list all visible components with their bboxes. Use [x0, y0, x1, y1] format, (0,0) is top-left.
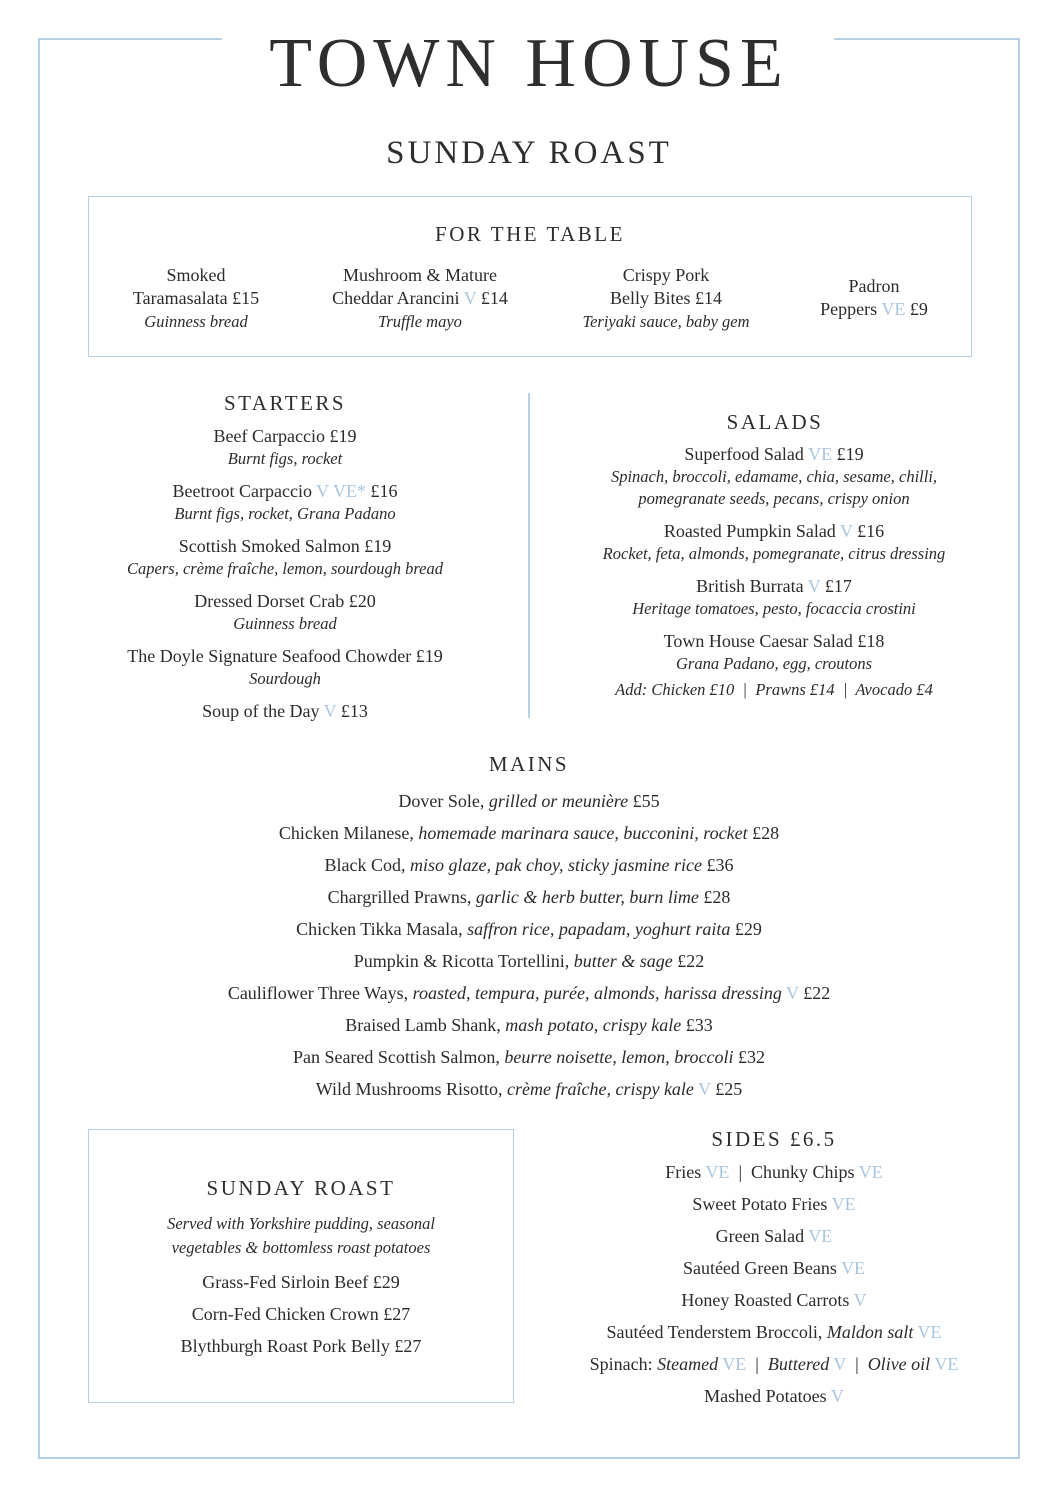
salad-caesar: Town House Caesar Salad £18	[663, 631, 885, 651]
main-item: Chicken Milanese, homemade marinara sauce, bucconini, rocket £28	[278, 823, 780, 843]
diet-tag: V	[807, 576, 821, 596]
starter-soup-of-the-day: Soup of the Day V £13	[202, 701, 368, 721]
diet-tag: V	[839, 521, 853, 541]
salad-superfood: Superfood Salad VE £19	[684, 444, 864, 464]
salads-list: Superfood Salad VE £19 Spinach, broccoli, edamame, chia, sesame, chilli, pomegranate seeds, pecans, crispy onion Roasted Pumpkin Salad V £16 Rocket, feta, almonds, pomegranate, citrus dressing British Burrata V £17 Heritage tomatoes, pesto, focaccia crostini Town House Caesar Salad £18 Grana Padano, egg, croutons Add: Chicken £10 | Prawns £14 | Avocado £4	[548, 442, 1000, 701]
side-item: Green Salad VE	[715, 1226, 833, 1246]
main-item: Pan Seared Scottish Salmon, beurre noisette, lemon, broccoli £32	[292, 1047, 766, 1067]
diet-tag: V VE*	[316, 481, 366, 501]
sunday-roast-list: Served with Yorkshire pudding, seasonal vegetables & bottomless roast potatoes Grass-Fed Sirloin Beef £29 Corn-Fed Chicken Crown £27 Blythburgh Roast Pork Belly £27	[88, 1212, 514, 1362]
main-item: Chicken Tikka Masala, saffron rice, papadam, yoghurt raita £29	[296, 919, 762, 939]
side-item: Sweet Potato Fries VE	[692, 1194, 856, 1214]
diet-tag: V	[463, 288, 477, 308]
starter-dorset-crab: Dressed Dorset Crab £20	[194, 591, 376, 611]
starter-seafood-chowder: The Doyle Signature Seafood Chowder £19	[127, 646, 443, 666]
salad-add-ons: Add: Chicken £10 | Prawns £14 | Avocado £4	[615, 680, 933, 699]
column-divider	[528, 393, 530, 718]
main-item: Wild Mushrooms Risotto, crème fraîche, crispy kale V £25	[315, 1079, 743, 1099]
restaurant-name: TOWN HOUSE	[269, 25, 789, 102]
table-item-padron: Padron Peppers VE £9	[820, 276, 928, 319]
side-item: Fries VE | Chunky Chips VE	[665, 1162, 883, 1182]
side-item: Mashed Potatoes V	[704, 1386, 844, 1406]
starter-beetroot-carpaccio: Beetroot Carpaccio V VE* £16	[172, 481, 398, 501]
menu-title: SUNDAY ROAST	[386, 135, 672, 171]
roast-item: Corn-Fed Chicken Crown £27	[191, 1304, 411, 1324]
main-item: Pumpkin & Ricotta Tortellini, butter & sage £22	[353, 951, 705, 971]
roast-item: Grass-Fed Sirloin Beef £29	[202, 1272, 400, 1292]
starters-list: Beef Carpaccio £19 Burnt figs, rocket Beetroot Carpaccio V VE* £16 Burnt figs, rocket, Grana Padano Scottish Smoked Salmon £19 Capers, crème fraîche, lemon, sourdough bread Dressed Dorset Crab £20 Guinness bread The Doyle Signature Seafood Chowder £19 Sourdough Soup of the Day V £13	[70, 424, 500, 723]
roast-item: Blythburgh Roast Pork Belly £27	[180, 1336, 422, 1356]
salad-roasted-pumpkin: Roasted Pumpkin Salad V £16	[663, 521, 885, 541]
sunday-roast-title: SUNDAY ROAST	[206, 1176, 396, 1200]
main-item: Black Cod, miso glaze, pak choy, sticky jasmine rice £36	[324, 855, 734, 875]
table-item-pork-belly: Crispy Pork Belly Bites £14 Teriyaki sauce, baby gem	[582, 265, 750, 331]
starter-smoked-salmon: Scottish Smoked Salmon £19	[178, 536, 392, 556]
diet-tag: VE	[881, 299, 906, 319]
main-item: Braised Lamb Shank, mash potato, crispy kale £33	[345, 1015, 713, 1035]
main-item: Chargrilled Prawns, garlic & herb butter, burn lime £28	[327, 887, 731, 907]
table-item-taramasalata: Smoked Taramasalata £15 Guinness bread	[132, 265, 260, 331]
for-the-table-title: FOR THE TABLE	[435, 222, 625, 246]
diet-tag: VE	[808, 444, 833, 464]
starter-beef-carpaccio: Beef Carpaccio £19	[213, 426, 357, 446]
sides-list	[540, 1156, 1008, 1412]
side-item: Spinach: Steamed VE | Buttered V | Olive oil VE	[589, 1354, 959, 1374]
mains-title: MAINS	[488, 752, 570, 776]
salads-title: SALADS	[726, 410, 824, 434]
side-item: Sautéed Green Beans VE	[682, 1258, 866, 1278]
main-item: Dover Sole, grilled or meunière £55	[398, 791, 660, 811]
salad-british-burrata: British Burrata V £17	[696, 576, 852, 596]
side-item: Honey Roasted Carrots V	[681, 1290, 867, 1310]
diet-tag: V	[323, 701, 337, 721]
mains-list	[0, 785, 1058, 1105]
table-item-arancini: Mushroom & Mature Cheddar Arancini V £14 Truffle mayo	[332, 265, 508, 331]
sides-title: SIDES £6.5	[711, 1127, 837, 1151]
main-item: Cauliflower Three Ways, roasted, tempura, purée, almonds, harissa dressing V £22	[227, 983, 831, 1003]
starters-title: STARTERS	[223, 391, 347, 415]
side-item: Sautéed Tenderstem Broccoli, Maldon salt VE	[606, 1322, 942, 1342]
